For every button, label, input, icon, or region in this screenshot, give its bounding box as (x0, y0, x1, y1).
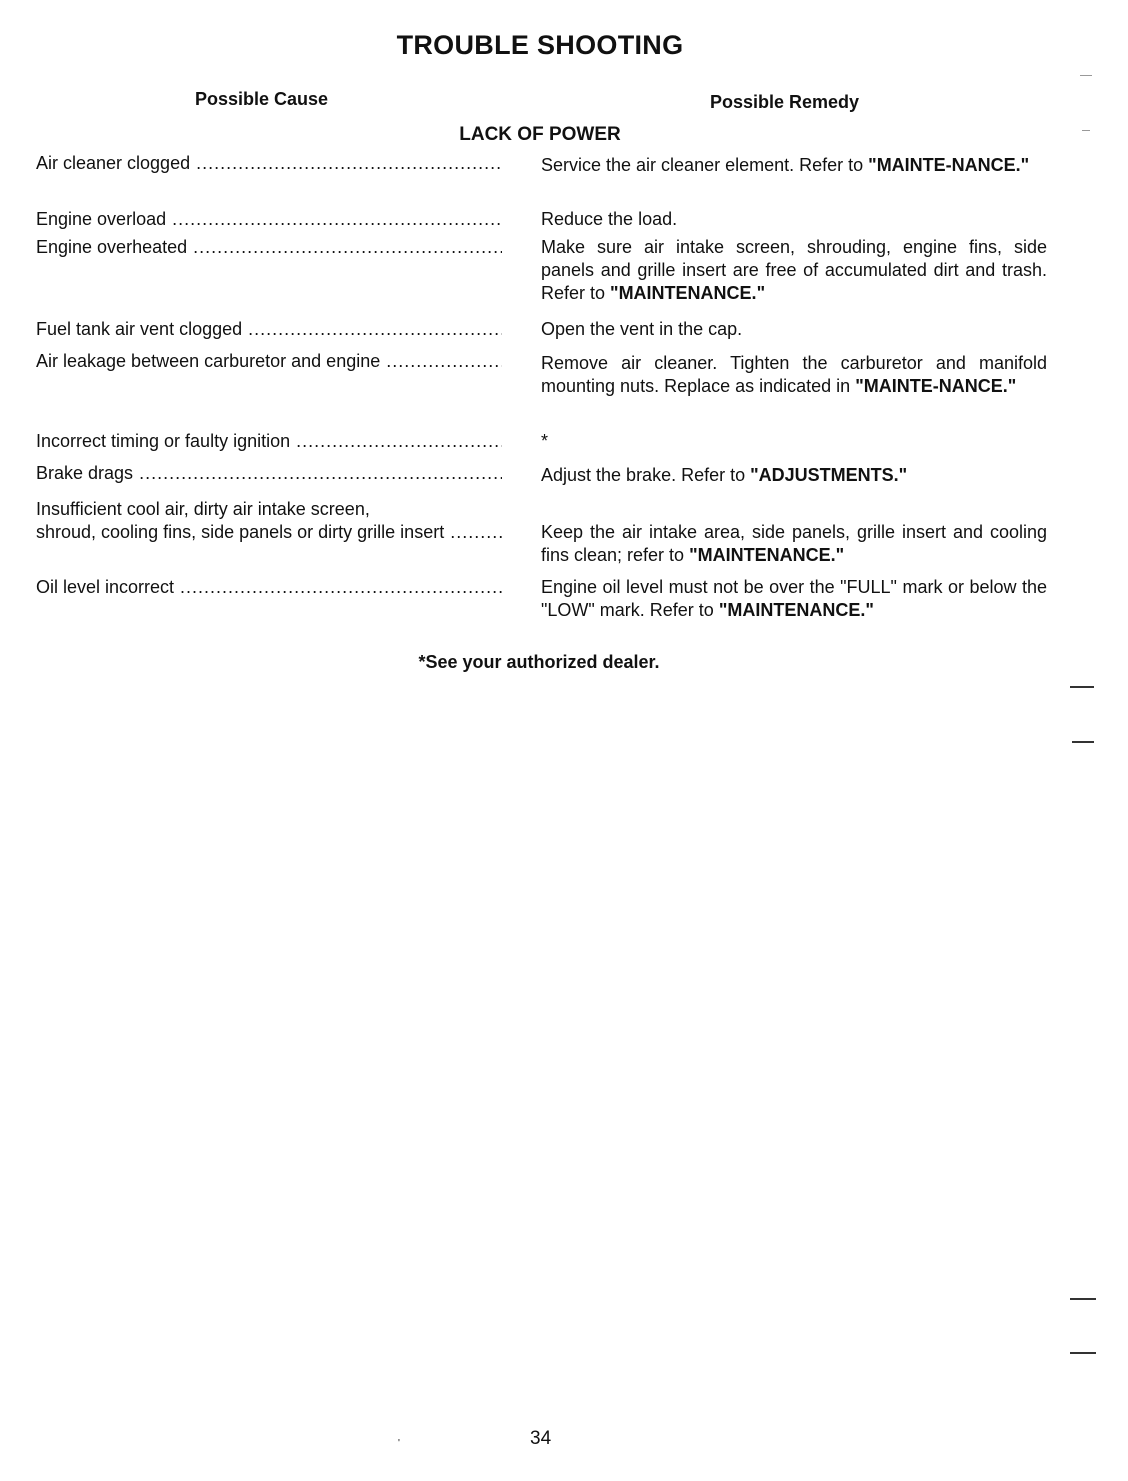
scan-mark (1070, 1298, 1096, 1300)
remedy-text: Remove air cleaner. Tighten the carburetor and manifold mounting nuts. Replace as indicated in (541, 353, 1047, 396)
cause-text: Air leakage between carburetor and engine (36, 351, 381, 371)
remedy-reference: "MAINTENANCE." (718, 600, 874, 620)
remedy-text: Reduce the load. (541, 209, 678, 229)
page-number: 34 (530, 1428, 552, 1449)
dot-leader (450, 521, 502, 544)
footnote: *See your authorized dealer. (418, 652, 660, 672)
scan-mark (1070, 686, 1094, 688)
dot-leader (193, 236, 502, 259)
remedy-cell (541, 464, 1047, 487)
cause-cell (36, 576, 502, 599)
cause-cell (36, 318, 502, 341)
remedy-text: Engine oil level must not be over the "FULL" mark or below the "LOW" mark. Refer to (541, 577, 1047, 620)
dot-leader (139, 462, 502, 485)
remedy-cell (541, 154, 1047, 177)
cause-cell (36, 462, 502, 485)
cause-cell (36, 430, 502, 453)
dot-leader (196, 152, 502, 175)
scan-mark (1072, 741, 1094, 743)
remedy-reference: "MAINTE-NANCE." (855, 376, 1017, 396)
scan-speck: ' (398, 1438, 400, 1449)
remedy-cell (541, 318, 1047, 341)
remedy-cell (541, 576, 1047, 622)
remedy-text: Make sure air intake screen, shrouding, engine fins, side panels and grille insert are free of accumulated dirt and trash. Refer to (541, 237, 1047, 303)
cause-text: shroud, cooling fins, side panels or dirty grille insert (36, 522, 445, 542)
remedy-cell (541, 521, 1047, 567)
dot-leader (172, 208, 502, 231)
cause-cell (36, 498, 502, 544)
remedy-reference: "MAINTENANCE." (610, 283, 766, 303)
cause-text: Oil level incorrect (36, 577, 175, 597)
remedy-text: Service the air cleaner element. Refer to (541, 155, 869, 175)
scan-mark (1070, 1352, 1096, 1354)
scan-mark (1082, 130, 1090, 131)
cause-text: Engine overheated (36, 237, 188, 257)
possible-cause-header: Possible Cause (195, 89, 329, 109)
cause-text: Incorrect timing or faulty ignition (36, 431, 291, 451)
remedy-reference: "MAINTENANCE." (689, 545, 845, 565)
page-title: TROUBLE SHOOTING (396, 30, 684, 60)
remedy-text: Open the vent in the cap. (541, 319, 743, 339)
cause-cell (36, 350, 502, 373)
dot-leader (248, 318, 502, 341)
section-heading: LACK OF POWER (459, 124, 621, 145)
cause-text: Engine overload (36, 209, 167, 229)
scan-mark (1080, 75, 1092, 76)
dot-leader (386, 350, 502, 373)
remedy-text: Adjust the brake. Refer to (541, 465, 751, 485)
cause-text: Air cleaner clogged (36, 153, 191, 173)
dot-leader (296, 430, 502, 453)
cause-cell (36, 236, 502, 259)
cause-cell (36, 152, 502, 175)
remedy-reference: "ADJUSTMENTS." (750, 465, 908, 485)
possible-remedy-header: Possible Remedy (710, 92, 860, 112)
cause-text: Brake drags (36, 463, 134, 483)
remedy-cell (541, 236, 1047, 305)
cause-text: Insufficient cool air, dirty air intake screen, (36, 499, 370, 519)
remedy-text: * (541, 431, 549, 451)
remedy-reference: "MAINTE-NANCE." (868, 155, 1030, 175)
remedy-cell (541, 208, 1047, 231)
cause-cell (36, 208, 502, 231)
remedy-cell (541, 430, 1047, 453)
cause-text: Fuel tank air vent clogged (36, 319, 243, 339)
remedy-cell (541, 352, 1047, 398)
remedy-text: Keep the air intake area, side panels, grille insert and cooling fins clean; refer to (541, 522, 1047, 565)
dot-leader (180, 576, 502, 599)
